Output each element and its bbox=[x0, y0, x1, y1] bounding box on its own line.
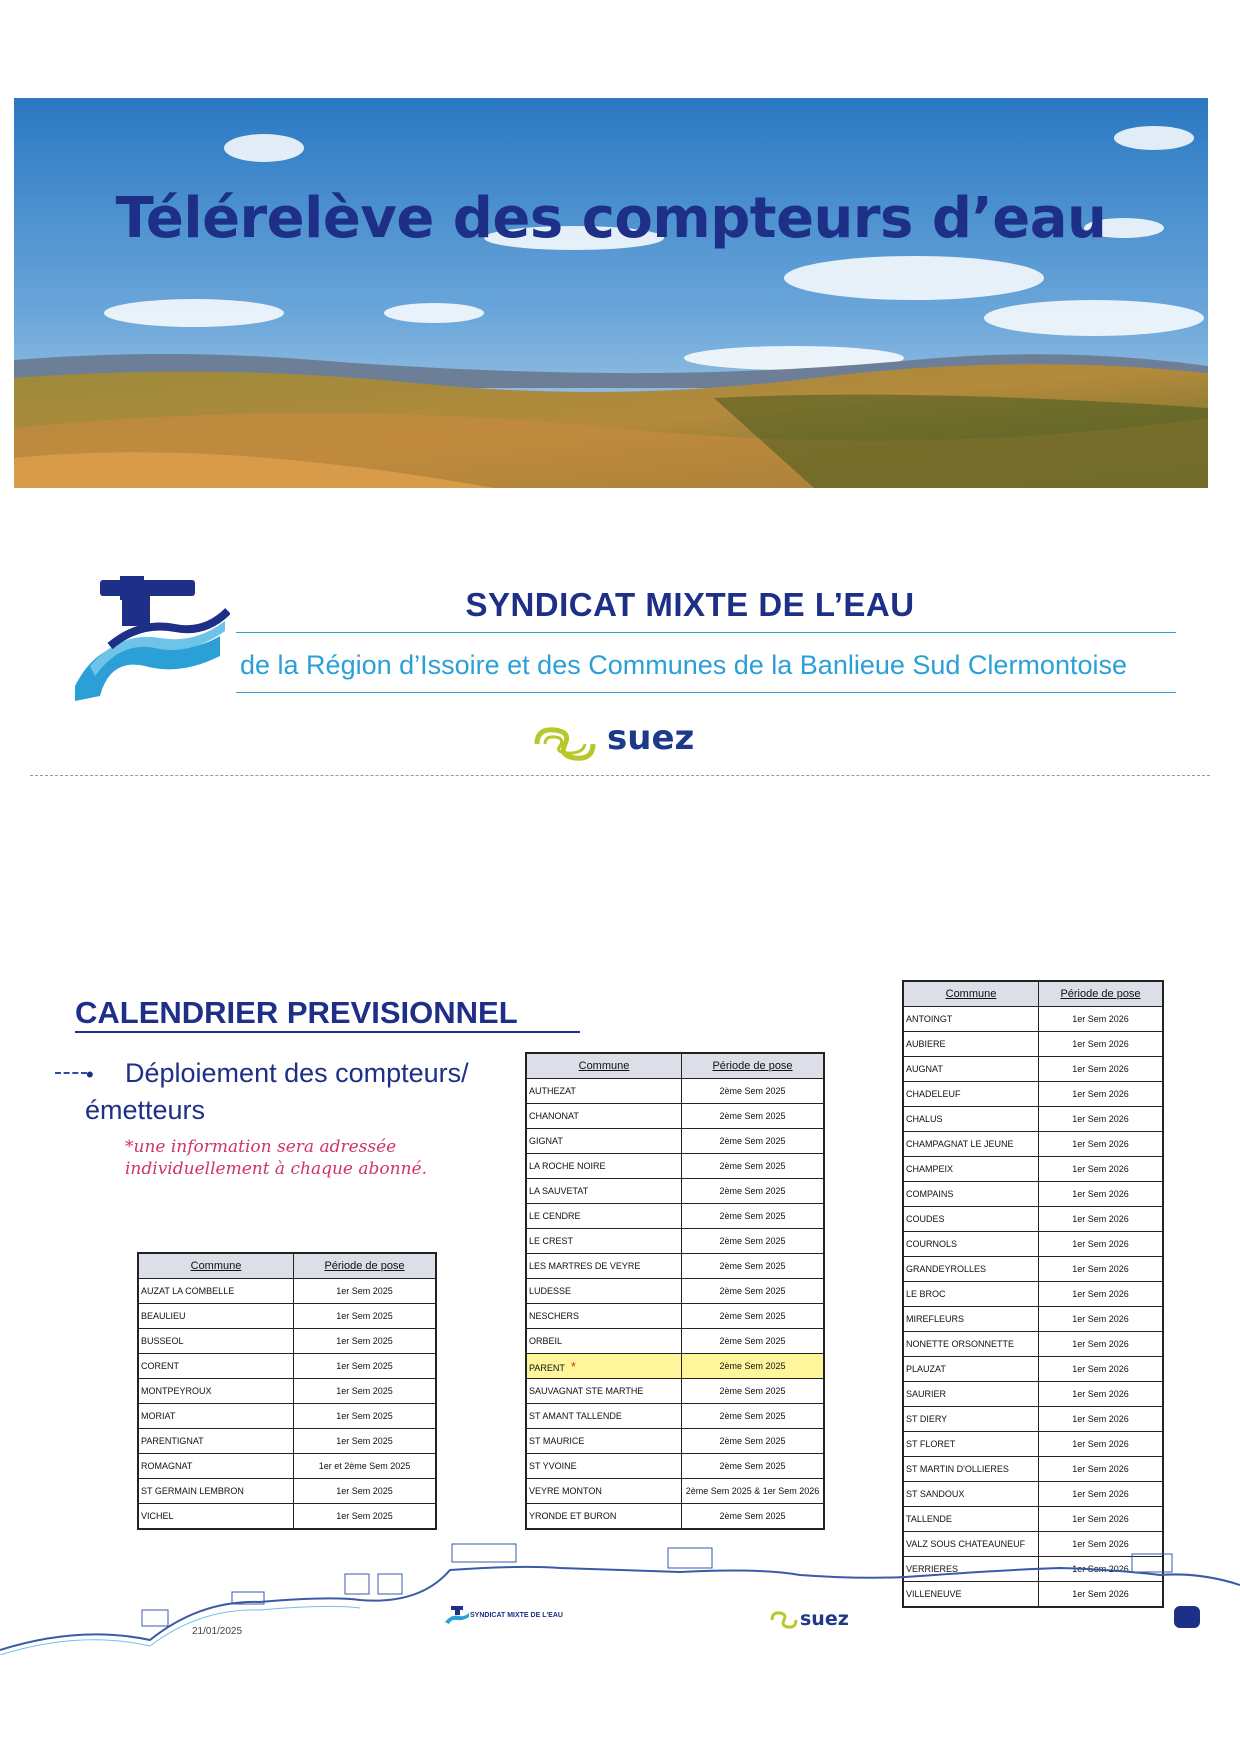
table-row bbox=[526, 1204, 824, 1229]
periode-cell: 1er Sem 2026 bbox=[1039, 1557, 1164, 1582]
table-row bbox=[903, 1507, 1163, 1532]
periode-cell: 1er Sem 2026 bbox=[1039, 1207, 1164, 1232]
commune-cell: MIREFLEURS bbox=[903, 1307, 1039, 1332]
commune-cell: VALZ SOUS CHATEAUNEUF bbox=[903, 1532, 1039, 1557]
commune-cell: LE CENDRE bbox=[526, 1204, 682, 1229]
table-row bbox=[903, 1432, 1163, 1457]
commune-cell: LE CREST bbox=[526, 1229, 682, 1254]
commune-cell: ORBEIL bbox=[526, 1329, 682, 1354]
table-row bbox=[526, 1329, 824, 1354]
periode-cell: 2ème Sem 2025 bbox=[682, 1254, 825, 1279]
calendar-table-2 bbox=[525, 1052, 825, 1530]
commune-cell: AUBIERE bbox=[903, 1032, 1039, 1057]
column-header-commune: Commune bbox=[526, 1053, 682, 1079]
periode-cell: 1er Sem 2026 bbox=[1039, 1182, 1164, 1207]
commune-cell: CHANONAT bbox=[526, 1104, 682, 1129]
table-row bbox=[526, 1179, 824, 1204]
commune-cell: GRANDEYROLLES bbox=[903, 1257, 1039, 1282]
periode-cell: 1er Sem 2026 bbox=[1039, 1382, 1164, 1407]
commune-cell: ST MARTIN D'OLLIERES bbox=[903, 1457, 1039, 1482]
periode-cell: 2ème Sem 2025 bbox=[682, 1104, 825, 1129]
periode-cell: 1er Sem 2025 bbox=[294, 1429, 437, 1454]
footer-syndicat-label: SYNDICAT MIXTE DE L'EAU bbox=[470, 1612, 563, 1619]
table-row bbox=[903, 1107, 1163, 1132]
periode-cell: 1er Sem 2026 bbox=[1039, 1157, 1164, 1182]
table-row bbox=[903, 1082, 1163, 1107]
bullet-dash-mark bbox=[55, 1072, 87, 1074]
periode-cell: 1er Sem 2026 bbox=[1039, 1457, 1164, 1482]
commune-cell: CHADELEUF bbox=[903, 1082, 1039, 1107]
deployment-label: Déploiement des compteurs/émetteurs bbox=[85, 1058, 469, 1125]
column-header-periode: Période de pose bbox=[1039, 981, 1164, 1007]
table-row bbox=[903, 1207, 1163, 1232]
table-row bbox=[526, 1454, 824, 1479]
periode-cell: 1er Sem 2025 bbox=[294, 1279, 437, 1304]
suez-wordmark: suez bbox=[607, 718, 695, 758]
suez-emblem-icon bbox=[527, 722, 603, 766]
periode-cell: 1er Sem 2026 bbox=[1039, 1432, 1164, 1457]
column-header-commune: Commune bbox=[138, 1253, 294, 1279]
table-row bbox=[138, 1329, 436, 1354]
commune-cell: AUGNAT bbox=[903, 1057, 1039, 1082]
periode-cell: 2ème Sem 2025 bbox=[682, 1304, 825, 1329]
commune-cell: ST GERMAIN LEMBRON bbox=[138, 1479, 294, 1504]
periode-cell: 2ème Sem 2025 bbox=[682, 1229, 825, 1254]
periode-cell: 1er Sem 2025 bbox=[294, 1354, 437, 1379]
calendar-table-1 bbox=[137, 1252, 437, 1530]
periode-cell: 1er Sem 2025 bbox=[294, 1329, 437, 1354]
table-row bbox=[526, 1429, 824, 1454]
commune-cell: ST YVOINE bbox=[526, 1454, 682, 1479]
table-row bbox=[903, 1407, 1163, 1432]
table-row bbox=[903, 1132, 1163, 1157]
commune-cell: SAURIER bbox=[903, 1382, 1039, 1407]
commune-cell: CHAMPEIX bbox=[903, 1157, 1039, 1182]
commune-cell: LE BROC bbox=[903, 1282, 1039, 1307]
table-row bbox=[526, 1354, 824, 1379]
column-header-commune: Commune bbox=[903, 981, 1039, 1007]
periode-cell: 1er Sem 2025 bbox=[294, 1404, 437, 1429]
table-row bbox=[526, 1254, 824, 1279]
footer-date: 21/01/2025 bbox=[192, 1626, 243, 1637]
syndicat-title: SYNDICAT MIXTE DE L’EAU bbox=[465, 586, 915, 623]
table-row bbox=[138, 1479, 436, 1504]
footer-suez-emblem-icon bbox=[768, 1610, 800, 1630]
syndicat-subtitle: de la Région d’Issoire et des Communes de la Banlieue Sud Clermontoise bbox=[240, 650, 1127, 680]
periode-cell: 2ème Sem 2025 bbox=[682, 1404, 825, 1429]
periode-cell: 2ème Sem 2025 bbox=[682, 1429, 825, 1454]
periode-cell: 1er Sem 2025 bbox=[294, 1479, 437, 1504]
calendar-table-3 bbox=[902, 980, 1164, 1608]
periode-cell: 1er Sem 2026 bbox=[1039, 1532, 1164, 1557]
commune-cell: LUDESSE bbox=[526, 1279, 682, 1304]
commune-cell: ST FLORET bbox=[903, 1432, 1039, 1457]
table-row bbox=[903, 1182, 1163, 1207]
commune-cell: VERRIERES bbox=[903, 1557, 1039, 1582]
table-row bbox=[903, 1007, 1163, 1032]
commune-cell: COUDES bbox=[903, 1207, 1039, 1232]
periode-cell: 2ème Sem 2025 bbox=[682, 1204, 825, 1229]
table-row bbox=[526, 1279, 824, 1304]
calendar-title-underline bbox=[75, 1031, 580, 1033]
table-row bbox=[138, 1504, 436, 1530]
commune-cell: ST AMANT TALLENDE bbox=[526, 1404, 682, 1429]
table-row bbox=[526, 1229, 824, 1254]
periode-cell: 1er Sem 2026 bbox=[1039, 1507, 1164, 1532]
table-row bbox=[138, 1279, 436, 1304]
periode-cell: 1er Sem 2026 bbox=[1039, 1357, 1164, 1382]
table-row bbox=[903, 1157, 1163, 1182]
title-rule bbox=[236, 632, 1176, 633]
table-row bbox=[526, 1079, 824, 1104]
commune-cell: VEYRE MONTON bbox=[526, 1479, 682, 1504]
commune-cell: YRONDE ET BURON bbox=[526, 1504, 682, 1530]
periode-cell: 1er Sem 2026 bbox=[1039, 1007, 1164, 1032]
periode-cell: 2ème Sem 2025 bbox=[682, 1454, 825, 1479]
commune-cell: SAUVAGNAT STE MARTHE bbox=[526, 1379, 682, 1404]
periode-cell: 1er Sem 2026 bbox=[1039, 1132, 1164, 1157]
banner-photo bbox=[14, 98, 1208, 488]
periode-cell: 2ème Sem 2025 bbox=[682, 1504, 825, 1530]
periode-cell: 2ème Sem 2025 bbox=[682, 1179, 825, 1204]
subtitle-rule bbox=[236, 692, 1176, 693]
table-row bbox=[526, 1504, 824, 1530]
table-row bbox=[138, 1379, 436, 1404]
periode-cell: 2ème Sem 2025 & 1er Sem 2026 bbox=[682, 1479, 825, 1504]
commune-cell: ST DIERY bbox=[903, 1407, 1039, 1432]
periode-cell: 2ème Sem 2025 bbox=[682, 1329, 825, 1354]
periode-cell: 1er Sem 2026 bbox=[1039, 1032, 1164, 1057]
table-row bbox=[903, 1357, 1163, 1382]
periode-cell: 1er Sem 2026 bbox=[1039, 1282, 1164, 1307]
periode-cell: 1er Sem 2026 bbox=[1039, 1232, 1164, 1257]
commune-cell: PARENT * bbox=[526, 1354, 682, 1379]
table-row bbox=[903, 1232, 1163, 1257]
commune-cell: VILLENEUVE bbox=[903, 1582, 1039, 1608]
periode-cell: 1er Sem 2026 bbox=[1039, 1107, 1164, 1132]
table-row bbox=[526, 1479, 824, 1504]
calendar-title: CALENDRIER PREVISIONNEL bbox=[75, 995, 518, 1030]
periode-cell: 1er et 2ème Sem 2025 bbox=[294, 1454, 437, 1479]
commune-cell: COURNOLS bbox=[903, 1232, 1039, 1257]
table-row bbox=[903, 1282, 1163, 1307]
commune-cell: MORIAT bbox=[138, 1404, 294, 1429]
table-row bbox=[903, 1382, 1163, 1407]
page-separator bbox=[30, 775, 1210, 776]
commune-cell: ST MAURICE bbox=[526, 1429, 682, 1454]
table-row bbox=[138, 1304, 436, 1329]
commune-cell: CHAMPAGNAT LE JEUNE bbox=[903, 1132, 1039, 1157]
periode-cell: 1er Sem 2026 bbox=[1039, 1407, 1164, 1432]
banner-title: Télérelève des compteurs d’eau bbox=[115, 186, 1107, 251]
syndicat-tap-logo bbox=[70, 576, 230, 716]
periode-cell: 2ème Sem 2025 bbox=[682, 1154, 825, 1179]
table-row bbox=[903, 1332, 1163, 1357]
commune-cell: BEAULIEU bbox=[138, 1304, 294, 1329]
bullet-icon: • bbox=[86, 1062, 94, 1087]
commune-cell: CHALUS bbox=[903, 1107, 1039, 1132]
periode-cell: 2ème Sem 2025 bbox=[682, 1129, 825, 1154]
asterisk-mark-icon: * bbox=[570, 1358, 576, 1374]
table-row bbox=[903, 1057, 1163, 1082]
commune-cell: PLAUZAT bbox=[903, 1357, 1039, 1382]
commune-cell: AUZAT LA COMBELLE bbox=[138, 1279, 294, 1304]
commune-cell: LA ROCHE NOIRE bbox=[526, 1154, 682, 1179]
commune-cell: MONTPEYROUX bbox=[138, 1379, 294, 1404]
table-row bbox=[903, 1307, 1163, 1332]
periode-cell: 1er Sem 2025 bbox=[294, 1304, 437, 1329]
table-row bbox=[903, 1032, 1163, 1057]
commune-cell: TALLENDE bbox=[903, 1507, 1039, 1532]
commune-cell: CORENT bbox=[138, 1354, 294, 1379]
table-row bbox=[526, 1129, 824, 1154]
table-row bbox=[526, 1104, 824, 1129]
footer-suez-wordmark: suez bbox=[800, 1608, 849, 1630]
table-row bbox=[138, 1354, 436, 1379]
commune-cell: COMPAINS bbox=[903, 1182, 1039, 1207]
table-row bbox=[526, 1304, 824, 1329]
commune-cell: NESCHERS bbox=[526, 1304, 682, 1329]
periode-cell: 1er Sem 2026 bbox=[1039, 1057, 1164, 1082]
periode-cell: 1er Sem 2026 bbox=[1039, 1257, 1164, 1282]
table-row bbox=[526, 1379, 824, 1404]
table-row bbox=[138, 1454, 436, 1479]
periode-cell: 1er Sem 2026 bbox=[1039, 1582, 1164, 1608]
periode-cell: 1er Sem 2026 bbox=[1039, 1082, 1164, 1107]
table-row bbox=[138, 1429, 436, 1454]
deployment-text bbox=[85, 1055, 485, 1129]
periode-cell: 1er Sem 2026 bbox=[1039, 1482, 1164, 1507]
commune-cell: ST SANDOUX bbox=[903, 1482, 1039, 1507]
periode-cell: 2ème Sem 2025 bbox=[682, 1379, 825, 1404]
handwritten-note: *une information sera adressée individuellement à chaque abonné. bbox=[125, 1137, 427, 1179]
periode-cell: 1er Sem 2026 bbox=[1039, 1332, 1164, 1357]
commune-cell: ANTOINGT bbox=[903, 1007, 1039, 1032]
periode-cell: 2ème Sem 2025 bbox=[682, 1279, 825, 1304]
table-row bbox=[903, 1457, 1163, 1482]
commune-cell: NONETTE ORSONNETTE bbox=[903, 1332, 1039, 1357]
commune-cell: AUTHEZAT bbox=[526, 1079, 682, 1104]
commune-cell: GIGNAT bbox=[526, 1129, 682, 1154]
periode-cell: 1er Sem 2025 bbox=[294, 1504, 437, 1530]
column-header-periode: Période de pose bbox=[294, 1253, 437, 1279]
commune-cell: BUSSEOL bbox=[138, 1329, 294, 1354]
commune-cell: ROMAGNAT bbox=[138, 1454, 294, 1479]
table-row bbox=[138, 1404, 436, 1429]
table-row bbox=[526, 1404, 824, 1429]
commune-cell: PARENTIGNAT bbox=[138, 1429, 294, 1454]
footer-landscape-line bbox=[0, 1530, 1240, 1655]
column-header-periode: Période de pose bbox=[682, 1053, 825, 1079]
periode-cell: 1er Sem 2025 bbox=[294, 1379, 437, 1404]
periode-cell: 2ème Sem 2025 bbox=[682, 1079, 825, 1104]
table-row bbox=[526, 1154, 824, 1179]
table-row bbox=[903, 1482, 1163, 1507]
commune-cell: LES MARTRES DE VEYRE bbox=[526, 1254, 682, 1279]
commune-cell: VICHEL bbox=[138, 1504, 294, 1530]
commune-cell: LA SAUVETAT bbox=[526, 1179, 682, 1204]
table-row bbox=[903, 1257, 1163, 1282]
footer-tap-icon bbox=[445, 1606, 469, 1624]
periode-cell: 2ème Sem 2025 bbox=[682, 1354, 825, 1379]
periode-cell: 1er Sem 2026 bbox=[1039, 1307, 1164, 1332]
